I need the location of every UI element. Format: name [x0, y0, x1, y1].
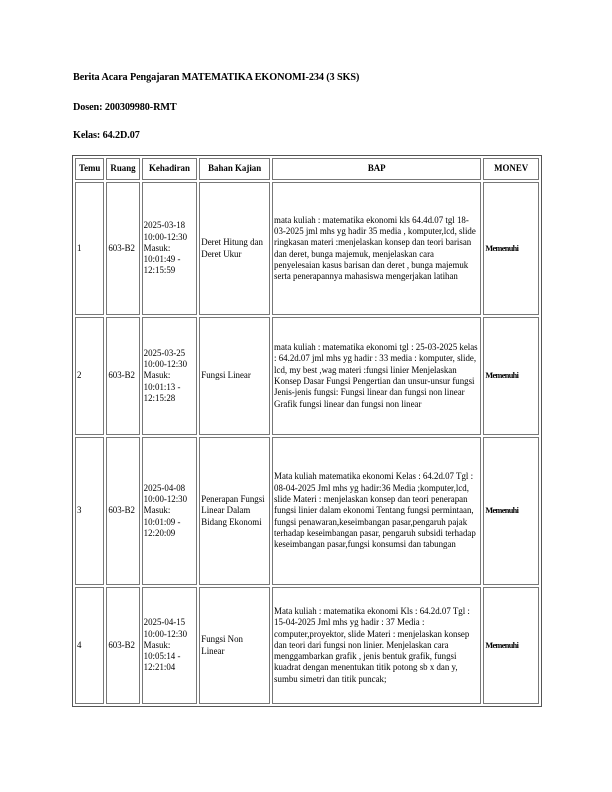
kehadiran-tanggal: 2025-04-08 — [143, 482, 186, 493]
cell-bap: mata kuliah : matematika ekonomi kls 64.4d.07 tgl 18-03-2025 jml mhs yg hadir 35 media , komputer,lcd, slide ringkasan materi :menjelaskan konsep dan teori barisan dan deret, bunga majemuk, menjelaskan cara penyelesaian kasus barisan dan deret , bunga majemuk serta penerapannya mahasiswa mengerjakan latihan — [272, 182, 481, 315]
kehadiran-masuk-label: Masuk: — [143, 505, 171, 516]
kehadiran-jam: 10:00-12:30 — [143, 231, 188, 242]
kehadiran-tanggal: 2025-03-18 — [143, 220, 186, 231]
cell-monev: Memenuhi — [483, 317, 539, 435]
cell-kehadiran — [142, 182, 198, 315]
cell-ruang: 603-B2 — [106, 437, 139, 585]
cell-bahan-kajian: Penerapan Fungsi Linear Dalam Bidang Ekonomi — [199, 437, 270, 585]
header-ruang: Ruang — [106, 158, 139, 180]
table-row — [75, 182, 539, 315]
header-kehadiran: Kehadiran — [142, 158, 198, 180]
kehadiran-masuk-label: Masuk: — [143, 242, 171, 253]
header-bahan-kajian: Bahan Kajian — [199, 158, 270, 180]
cell-temu: 1 — [75, 182, 104, 315]
table-row — [75, 317, 539, 435]
kehadiran-tanggal: 2025-03-25 — [143, 347, 186, 358]
cell-monev: Memenuhi — [483, 437, 539, 585]
kehadiran-jam: 10:00-12:30 — [143, 628, 188, 639]
kehadiran-masuk-label: Masuk: — [143, 639, 171, 650]
kehadiran-masuk: 10:01:49 - 12:15:59 — [143, 254, 181, 276]
kehadiran-masuk: 10:05:14 - 12:21:04 — [143, 651, 181, 673]
table-row — [75, 587, 539, 704]
cell-ruang: 603-B2 — [106, 317, 139, 435]
cell-bap: Mata kuliah : matematika ekonomi Kls : 64.2d.07 Tgl : 15-04-2025 Jml mhs yg hadir : 37 Media : computer,proyektor, slide Materi : menjelaskan konsep dan teori dari fungsi non linier. Menjelaskan cara menggambarkan grafik , jenis bentuk grafik, fungsi kuadrat dengan menentukan titik potong sb x dan y, sumbu simetri dan titik puncak; — [272, 587, 481, 704]
cell-temu: 2 — [75, 317, 104, 435]
cell-ruang: 603-B2 — [106, 587, 139, 704]
cell-bap: mata kuliah : matematika ekonomi tgl : 25-03-2025 kelas : 64.2d.07 jml mhs yg hadir : 33 media : komputer, slide, lcd, my best ,wag materi :fungsi linier Menjelaskan Konsep Dasar Fungsi Pengertian dan unsur-unsur fungsi Jenis-jenis fungsi: Fungsi linear dan fungsi non linear Grafik fungsi linear dan fungsi non linear — [272, 317, 481, 435]
kehadiran-jam: 10:00-12:30 — [143, 359, 188, 370]
cell-temu: 4 — [75, 587, 104, 704]
bap-table — [72, 155, 542, 707]
cell-kehadiran — [142, 587, 198, 704]
cell-bahan-kajian: Fungsi Non Linear — [199, 587, 270, 704]
kelas-label: Kelas: 64.2D.07 — [73, 130, 140, 141]
cell-temu: 3 — [75, 437, 104, 585]
kehadiran-jam: 10:00-12:30 — [143, 494, 188, 505]
table-row — [75, 437, 539, 585]
cell-monev: Memenuhi — [483, 182, 539, 315]
kehadiran-masuk: 10:01:09 - 12:20:09 — [143, 516, 181, 538]
header-bap: BAP — [272, 158, 481, 180]
cell-bahan-kajian: Deret Hitung dan Deret Ukur — [199, 182, 270, 315]
cell-bap: Mata kuliah matematika ekonomi Kelas : 64.2d.07 Tgl : 08-04-2025 Jml mhs yg hadir:36 Media ;komputer,lcd, slide Materi : menjelaskan konsep dan teori penerapan fungsi linier dalam ekonomi Tentang fungsi permintaan, fungsi penawaran,keseimbangan pasar,pengaruh pajak terhadap keseimbangan pasar, pengaruh subsidi terhadap keseimbangan pasar,fungsi konsumsi dan tabungan — [272, 437, 481, 585]
document-title: Berita Acara Pengajaran MATEMATIKA EKONOMI-234 (3 SKS) — [73, 72, 360, 83]
kehadiran-tanggal: 2025-04-15 — [143, 617, 186, 628]
kehadiran-masuk: 10:01:13 - 12:15:28 — [143, 381, 181, 403]
kehadiran-masuk-label: Masuk: — [143, 370, 171, 381]
table-header-row — [75, 158, 539, 180]
cell-ruang: 603-B2 — [106, 182, 139, 315]
cell-monev: Memenuhi — [483, 587, 539, 704]
cell-bahan-kajian: Fungsi Linear — [199, 317, 270, 435]
header-temu: Temu — [75, 158, 104, 180]
cell-kehadiran — [142, 317, 198, 435]
header-monev: MONEV — [483, 158, 539, 180]
dosen-label: Dosen: 200309980-RMT — [73, 102, 177, 113]
cell-kehadiran — [142, 437, 198, 585]
